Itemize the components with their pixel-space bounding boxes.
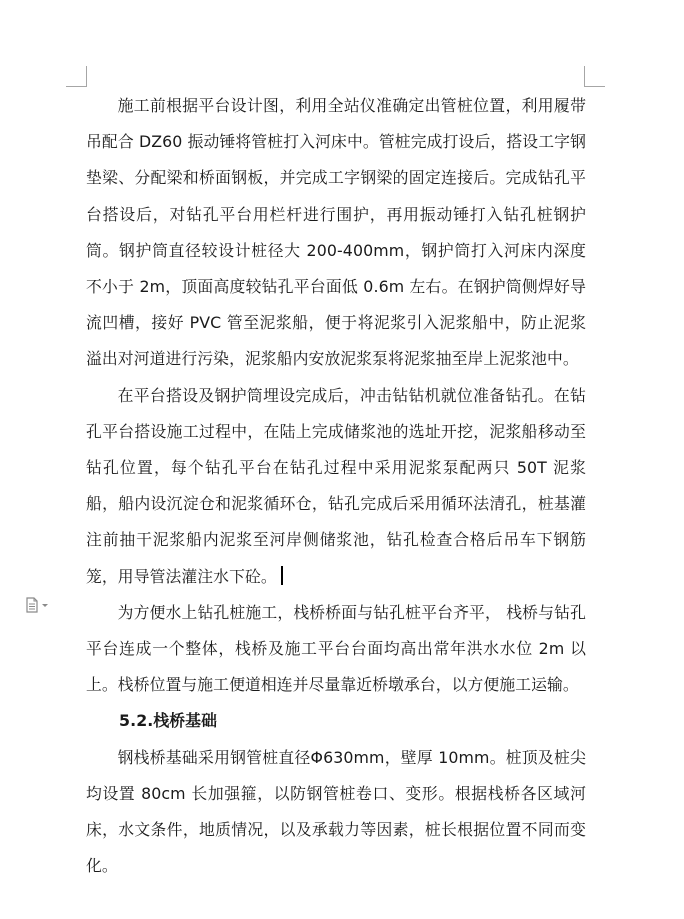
section-heading: 5.2.栈桥基础 (119, 711, 217, 731)
crop-mark-top-right (584, 66, 605, 87)
document-body[interactable] (86, 88, 586, 884)
paragraph-platform-construction: 施工前根据平台设计图，利用全站仪准确定出管桩位置，利用履带吊配合 DZ60 振动锤将管桩打入河床中。管桩完成打设后，搭设工字钢垫梁、分配梁和桥面钢板，并完成工字钢梁的固定连接后。完成钻孔平台搭设后，对钻孔平台用栏杆进行围护，再用振动锤打入钻孔桩钢护筒。钢护筒直径较设计桩径大 200-400mm，钢护筒打入河床内深度不小于 2m，顶面高度较钻孔平台面低 0.6m 左右。在钢护筒侧焊好导流凹槽，接好 PVC 管至泥浆船，便于将泥浆引入泥浆船中，防止泥浆溢出对河道进行污染，泥浆船内安放泥浆泵将泥浆抽至岸上泥浆池中。 (86, 96, 586, 369)
paragraph-trestle-bridge: 为方便水上钻孔桩施工，栈桥桥面与钻孔桩平台齐平， 栈桥与钻孔平台连成一个整体，栈桥及施工平台台面均高出常年洪水水位 2m 以上。栈桥位置与施工便道相连并尽量靠近桥墩承台，以方便施工运输。 (86, 602, 586, 695)
paragraph-drilling-text: 在平台搭设及钢护筒埋设完成后，冲击钻钻机就位准备钻孔。在钻孔平台搭设施工过程中，在陆上完成储浆池的选址开挖，泥浆船移动至钻孔位置，每个钻孔平台在钻孔过程中采用泥浆泵配两只 50T 泥浆船，船内设沉淀仓和泥浆循环仓，钻孔完成后采用循环法清孔，桩基灌注前抽干泥浆船内泥浆至河岸侧储浆池，钻孔检查合格后吊车下钢筋笼，用导管法灌注水下砼。 (86, 385, 586, 586)
document-margin-icon[interactable] (24, 596, 50, 614)
paragraph-drilling (86, 378, 586, 595)
paragraph-trestle-foundation: 钢栈桥基础采用钢管桩直径Φ630mm，壁厚 10mm。桩顶及桩尖均设置 80cm 长加强箍，以防钢管桩卷口、变形。根据栈桥各区域河床，水文条件，地质情况，以及承载力等因素，桩长根据位置不同而变化。 (86, 747, 586, 876)
crop-mark-top-left (66, 66, 87, 87)
text-cursor (281, 566, 283, 585)
